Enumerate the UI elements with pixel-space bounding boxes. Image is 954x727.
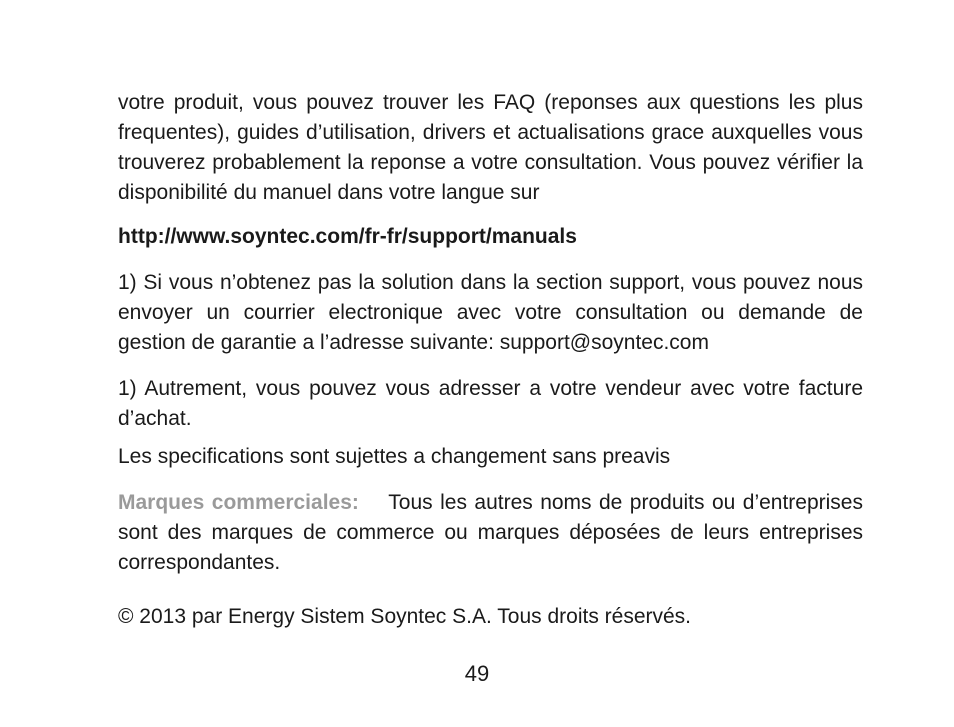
intro-paragraph: votre produit, vous pouvez trouver les FAQ (reponses aux questions les plus frequentes), guides d’utilisation, drivers et actualisations grace auxquelles vous trouverez probablement la reponse a votre consultation. Vous pouvez vérifier la disponibilité du manuel dans votre langue sur (118, 91, 863, 204)
trademarks-paragraph (118, 488, 863, 578)
document-body (118, 88, 863, 632)
vendor-paragraph: 1) Autrement, vous pouvez vous adresser a votre vendeur avec votre facture d’achat. (118, 377, 863, 430)
trademarks-label: Marques commerciales: (118, 491, 359, 514)
page-number: 49 (464, 661, 490, 686)
trademarks-text: Tous les autres noms de produits ou d’entreprises sont des marques de commerce ou marques déposées de leurs entreprises correspondantes. (118, 491, 863, 574)
specs-notice: Les specifications sont sujettes a changement sans preavis (118, 445, 671, 468)
copyright-notice: © 2013 par Energy Sistem Soyntec S.A. Tous droits réservés. (118, 605, 692, 628)
support-email-paragraph: 1) Si vous n’obtenez pas la solution dans la section support, vous pouvez nous envoyer un courrier electronique avec votre consultation ou demande de gestion de garantie a l’adresse suivante: support@soyntec.com (118, 271, 863, 354)
manuals-url-link[interactable]: http://www.soyntec.com/fr-fr/support/manuals (118, 225, 577, 248)
